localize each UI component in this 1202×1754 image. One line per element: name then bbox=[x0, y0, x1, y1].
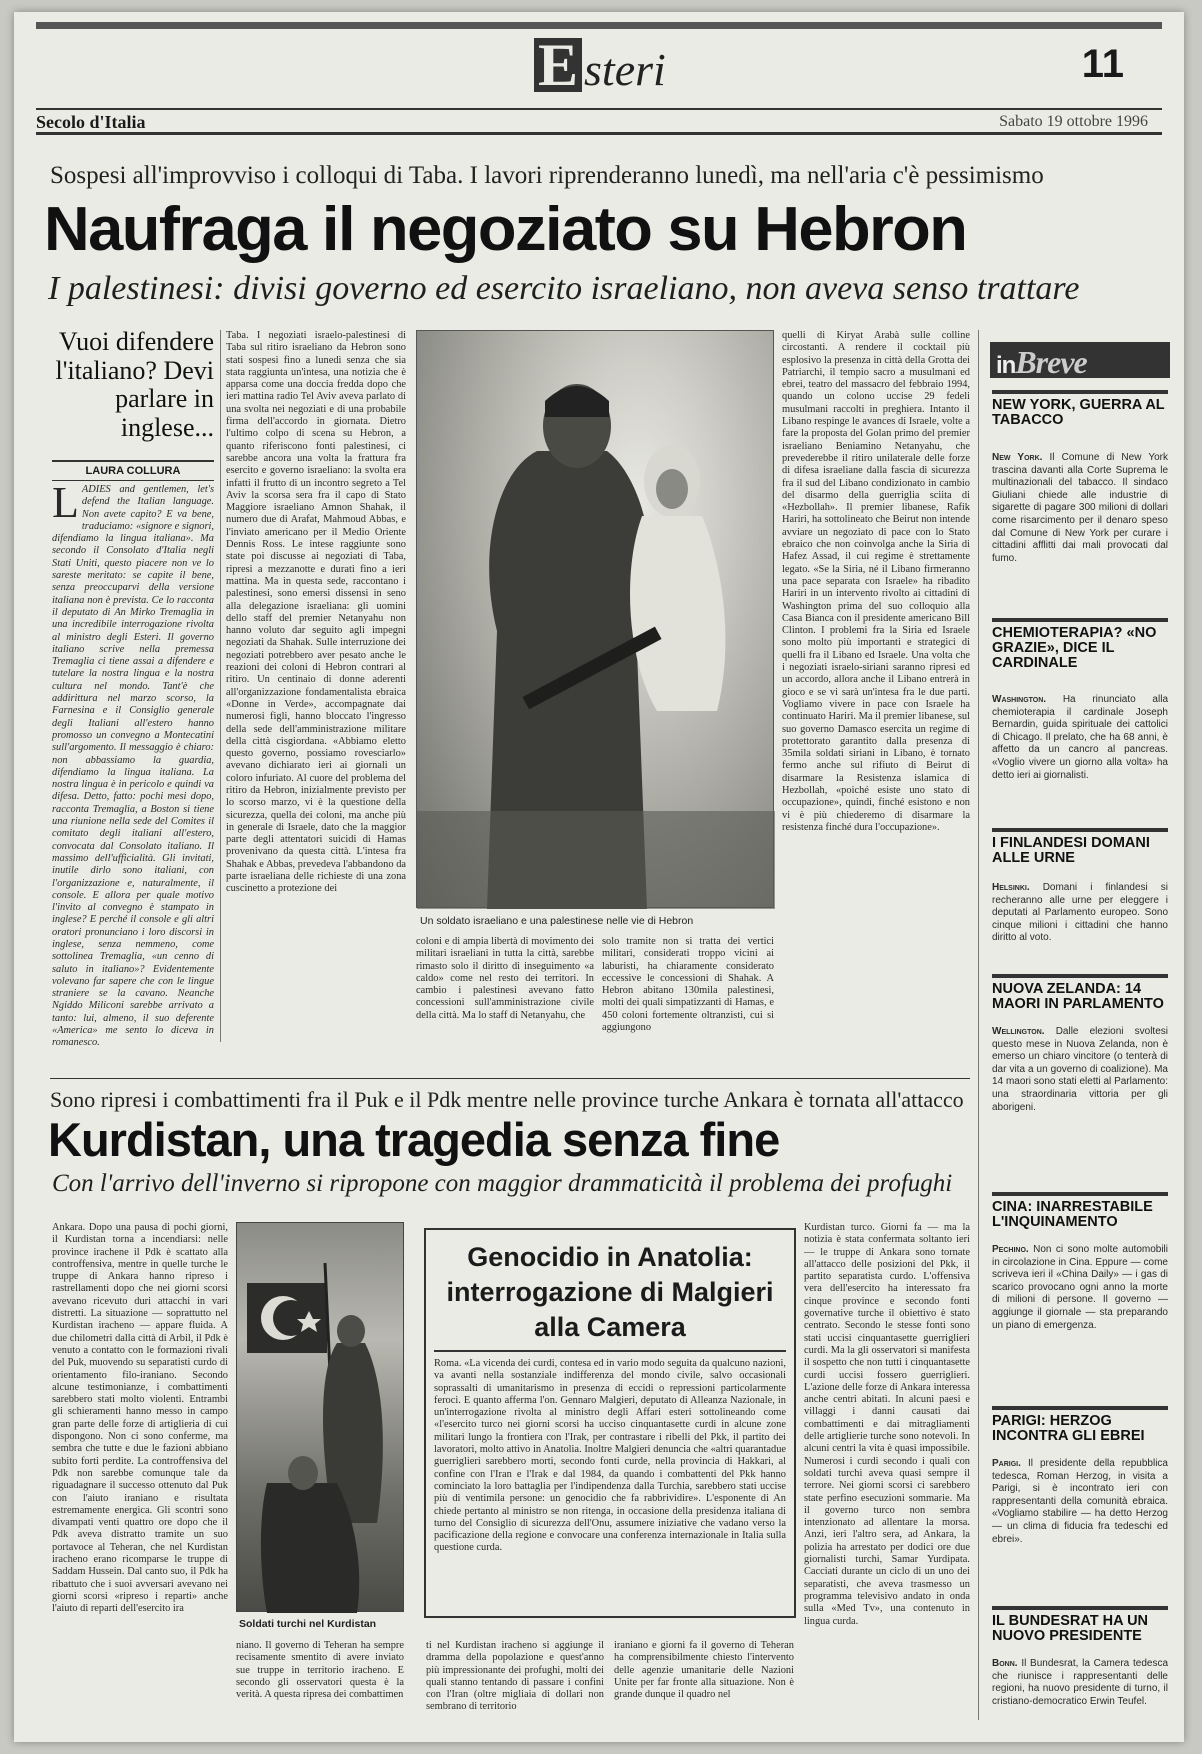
brief-title-0: NEW YORK, GUERRA AL TABACCO bbox=[992, 390, 1168, 428]
brief-place-2: Helsinki. bbox=[992, 882, 1030, 893]
story1-subhead: I palestinesi: divisi governo ed esercito israeliano, non aveva senso trattare bbox=[48, 270, 1080, 307]
brief-body-5 bbox=[992, 1458, 1168, 1600]
briefs-rule bbox=[978, 330, 979, 1720]
brief-text-2: Domani i finlandesi si recheranno alle urne per eleggere i deputati al Parlamento europeo. Sono cinque milioni i cittadini che hanno diritto al voto. bbox=[992, 882, 1168, 944]
photo-illustration bbox=[417, 331, 775, 909]
in-breve-label bbox=[990, 342, 1170, 378]
sidebar-dropcap: L bbox=[52, 478, 79, 527]
brief-text-5: Il presidente della repubblica tedesca, Roman Herzog, in visita a Parigi, si è incontrato ieri con rappresentanti della comunità ebraica. «Vogliamo stabilire — ha detto Herzog — un clima di fiducia fra tedeschi ed ebrei». bbox=[992, 1458, 1168, 1545]
story1-col2: coloni e di ampia libertà di movimento dei militari israeliani in tutta la città, sarebbe rimasto solo il diritto di inseguimento «a caldo» come nel resto dei territori. In cambio i palestinesi avevano fatto concessioni sull'amministrazione civile della città. Ma lo staff di Netanyahu, che bbox=[416, 936, 594, 1021]
paper-name: Secolo d'Italia bbox=[36, 112, 146, 132]
brief-title-1: CHEMIOTERAPIA? «NO GRAZIE», DICE IL CARDINALE bbox=[992, 618, 1168, 671]
brief-text-4: Non ci sono molte automobili in circolazione in Cina. Eppure — come scriveva ieri il «China Daily» — i gas di scarico provocano ogni anno la morte di milioni di persone. Il governo — aggiunge il giornale — sta preparando un piano di emergenza. bbox=[992, 1244, 1168, 1331]
brief-text-3: Dalle elezioni svoltesi questo mese in Nuova Zelanda, non è emerso un chiaro vincitore (o tenterà di dar vita a un governo di coalizione). Ma 14 maori sono stati eletti al Parlamento: una straordinaria vittoria per gli aborigeni. bbox=[992, 1026, 1168, 1113]
brief-body-6 bbox=[992, 1658, 1168, 1726]
story2-col1: Ankara. Dopo una pausa di pochi giorni, il Kurdistan torna a incendiarsi: nelle province irachene il Pdk è scattato alla controffensiva, mentre in quelle turche le truppe di Ankara hanno ripreso i rastrellamenti dopo che nei giorni scorsi avevano ricevuto duri attacchi in vari distretti. La situazione — soprattutto nel Kurdistan iracheno — appare fluida. A due chilometri dalla città di Arbil, il Pdk è venuto a contatto con le formazioni rivali del Puk, muovendo su separatisti curdo di orientamento filo-iraniano. Secondo alcune testimonianze, i combattimenti sarebbero stati molto violenti. Entrambi gli schieramenti hanno messo in campo gran parte delle forze di artiglieria di cui dispongono. Non ci sono conferme, ma sembra che tutte e due le fazioni abbiano subito forti perdite. La controffensiva del Pdk non sarebbe comunque tale da riguadagnare il successo ottenuto dal Puk con l'aiuto iraniano e risultata estremamente energica. Gli scontri sono divampati venti quattro ore dopo che il Pdk aveva distratto tramite un suo portavoce al Teheran, che nel Kurdistan iracheno erano ricomparse le truppe di Saddam Hussein. Dal canto suo, il Pdk ha ribattuto che i suoi avversari avevano nei giorni scorsi «ripreso i reparti» anche l'aiuto di reparti dell'esercito ira bbox=[52, 1222, 228, 1615]
paper-date: Sabato 19 ottobre 1996 bbox=[999, 113, 1148, 130]
section-initial: E bbox=[534, 38, 582, 92]
brief-body-1 bbox=[992, 694, 1168, 822]
newspaper-page bbox=[14, 12, 1184, 1742]
sidebar-body bbox=[52, 478, 214, 1049]
story2-col2: niano. Il governo di Teheran ha sempre recisamente smentito di avere inviato sue truppe in territorio iracheno. E secondo gli osservatori questa è la verità. A questa ripresa dei combattimen bbox=[236, 1640, 404, 1701]
in-breve-in: in bbox=[996, 352, 1016, 379]
story2-subhead: Con l'arrivo dell'inverno si ripropone con maggior drammaticità il problema dei profughi bbox=[52, 1170, 953, 1197]
page-number: 11 bbox=[1081, 42, 1124, 86]
brief-text-0: Il Comune di New York trascina davanti alla Corte Suprema le multinazionali del tabacco. Il sindaco Giuliani chiede alle industrie di sigarette di pagare 300 milioni di dollari come risarcimento per il denaro speso dal Comune di New York per curare i cittadini afflitti dai mali provocati dal fumo. bbox=[992, 452, 1168, 564]
kurdistan-photo-caption: Soldati turchi nel Kurdistan bbox=[239, 1618, 377, 1630]
box-title: Genocidio in Anatolia: interrogazione di Malgieri alla Camera bbox=[446, 1242, 774, 1342]
story-divider bbox=[50, 1078, 970, 1079]
brief-body-0 bbox=[992, 452, 1168, 594]
sidebar-text: ADIES and gentlemen, let's defend the Italian language. Non avete capito? E va bene, traduciamo: «signore e signori, difendiamo la lingua italiana». Ma secondo il Consolato d'Italia negli Stati Uniti, questo piacere non ve lo sareste meritato: se capite il bene, senza preoccuparvi della versione italiana non è prevista. Ce lo racconta il deputato di An Mirko Tremaglia in una incredibile interrogazione rivolta al ministro degli Esteri. Il governo italiano scrive nella premessa Tremaglia ci tiene assai a difendere e tutelare la nostra lingua e la nostra cultura nel mondo. Tant'è che addirittura nel marzo scorso, la Farnesina e il Consiglio generale degli Italiani all'estero hanno promosso un convegno a Montecatini sull'argomento. Il messaggio è chiaro: non abbassiamo la guardia, difendiamo la lingua italiana. La nostra lingua è in pericolo e quindi va difesa. Detto, fatto: pochi mesi dopo, racconta Tremaglia, a Boston si tiene una riunione nella sede del Comites il comitato degli italiani all'estero, convocata dal Consolato italiano. Il massimo dell'ufficialità. Gli invitati, inutile dirlo sono italiani, con l'organizzazione e, naturalmente, il console. E allora per quale motivo l'invito al convegno è stampato in inglese? E perché il console e gli altri oratori pronunciano i loro discorsi in inglese, senza nemmeno, come sottolinea Tremaglia, «un cenno di saluto in italiano»? Evidentemente volevano far sapere che con le lingue straniere se la cavano. Neanche Ngiddo Miliconi sarebbe arrivato a tanto: lui, almeno, il suo deferente «America» me sento lo diceva in romanesco. bbox=[52, 484, 214, 1049]
brief-place-3: Wellington. bbox=[992, 1026, 1045, 1037]
brief-title-5: PARIGI: HERZOG INCONTRA GLI EBREI bbox=[992, 1406, 1168, 1444]
brief-text-6: Il Bundesrat, la Camera tedesca che riunisce i rappresentanti delle regioni, ha nuovo presidente di turno, il cristiano-democratico Erwin Teufel. bbox=[992, 1658, 1169, 1707]
masthead-rule bbox=[36, 108, 1162, 110]
story1-headline: Naufraga il negoziato su Hebron bbox=[44, 195, 967, 264]
hebron-photo bbox=[416, 330, 774, 908]
top-rule bbox=[36, 22, 1162, 29]
brief-title-3: NUOVA ZELANDA: 14 MAORI IN PARLAMENTO bbox=[992, 974, 1168, 1012]
sidebar-byline: LAURA COLLURA bbox=[52, 460, 214, 481]
in-breve-breve: Breve bbox=[1015, 344, 1087, 380]
story2-col5: Kurdistan turco. Giorni fa — ma la notizia è stata confermata soltanto ieri — le truppe di Ankara sono tornate all'attacco delle posizioni del Pkk, il partito separatista curdo. L'offensiva vera dell'esercito ha interessato fra cinque province e secondo fonti governative turche il obiettivo è stato centrato. Secondo le stesse fonti sono stati uccisi cinquantasette guerriglieri curdi. Ma la gli osservatori si manifesta il sospetto che non tutti i cinquantasette curdi uccisi fossero guerriglieri. L'azione delle forze di Ankara interessa anche centri abitati. In alcuni paesi e villaggi i danni causati dai combattimenti e dai mitragliamenti delle artiglierie turche sono notevoli. In alcuni centri la vita è quasi impossibile. Numerosi i curdi secondo i quali con soldati turchi aveva quasi sempre il terrore. Nei giorni scorsi ci sarebbero state perfino esecuzioni sommarie. Ma il governo turco non sembra intenzionato ad allentare la morsa. Anzi, ieri l'altro sera, ad Ankara, la polizia ha arrestato per dodici ore due giornalisti turchi, Samar Yurdipata. Cacciati durante un ciclo di un uno dei separatisti, che aveva trasmesso un programma televisivo andato in onda sulla «Med Tv», una contenuto in lingua curda. bbox=[804, 1222, 970, 1627]
brief-title-2: I FINLANDESI DOMANI ALLE URNE bbox=[992, 828, 1168, 866]
brief-title-4: CINA: INARRESTABILE L'INQUINAMENTO bbox=[992, 1192, 1168, 1230]
brief-place-5: Parigi. bbox=[992, 1458, 1021, 1469]
masthead-rule-bottom bbox=[36, 132, 1162, 135]
brief-place-4: Pechino. bbox=[992, 1244, 1029, 1255]
brief-place-0: New York. bbox=[992, 452, 1043, 463]
story1-kicker: Sospesi all'improvviso i colloqui di Taba. I lavori riprenderanno lunedì, ma nell'aria c'è pessimismo bbox=[50, 162, 1044, 189]
hebron-photo-caption: Un soldato israeliano e una palestinese nelle vie di Hebron bbox=[420, 915, 694, 927]
story2-col3: ti nel Kurdistan iracheno si aggiunge il dramma della popolazione e quest'anno più impressionante dei profughi, molti dei quali stanno tentando di passare i confini con l'Iran (oltre migliaia di dollari non sembrano di territorio bbox=[426, 1640, 604, 1713]
story2-kicker: Sono ripresi i combattimenti fra il Puk e il Pdk mentre nelle province turche Ankara è tornata all'attacco bbox=[50, 1087, 964, 1112]
story1-col3: solo tramite non si tratta dei vertici militari, considerati troppo vicini ai laburisti, ha chiaramente considerato eccessive le concessioni di Shahak. A Hebron abitano 130mila palestinesi, molti dei quali simpatizzanti di Hamas, e 450 coloni fortemente oltranzisti, cui si aggiungono bbox=[602, 936, 774, 1034]
story1-col4: quelli di Kiryat Arabà sulle colline circostanti. A rendere il cocktail più esplosivo la presenza in città della Grotta dei Patriarchi, il tempio sacro a musulmani ed ebrei, teatro del massacro del febbraio 1994, quando un colono uccise 29 fedeli musulmani raccolti in preghiera. Intanto il Libano respinge le avances di Israele, volte a fare la proposta del Golan primo del premier israeliano Beniamino Netanyahu, che prevederebbe il ritiro unilaterale delle forze di difesa israeliane dalla fascia di sicurezza fra il sud del Libano condizionato in cambio del disarmo della guerriglia sciita di «Hezbollah». Il premier libanese, Rafik Hariri, ha sottolineato che Beirut non intende avviare un negoziato di pace con lo Stato ebraico che non coinvolga anche la Siria di Hafez Assad, il cui regime è strettamente legato. «Se la Siria, né il Libano firmeranno una pace separata con Israele» ha ribadito Hariri in un intervento rivolto ai cittadini di Washington prima del suo colloquio alla Casa Bianca con il presidente americano Bill Clinton. I problemi fra la Siria ed Israele sono molto più importanti e strategici di quelli fra il Libano ed Israele. Una volta che i negoziati israelo-siriani saranno ripresi ed un accordo, allora anche il Libano entrerà in gioco e se vi sarà un'intesa fra le due parti. Vogliamo vivere in pace con Israele ha continuato Hariri. Ma il premier libanese, sul suo governo Damasco esercita un regime di protettorato garantito dalla presenza di 35mila soldati siriani in Libano, è tornato fermo anche sul rifiuto di Beirut di disarmare la Resistenza islamica di Hezbollah, «poiché esiste uno stato di occupazione», quindi, finché esistono e non vi è più chiederemo di disarmare la resistenza finché dura l'occupazione». bbox=[782, 330, 970, 833]
box-rule bbox=[434, 1350, 786, 1352]
story2-col4: iraniano e giorni fa il governo di Teheran ha comprensibilmente chiesto l'intervento delle agenzie umanitarie delle Nazioni Unite per far fronte alla situazione. Non è grande dunque il quadro nel bbox=[614, 1640, 794, 1701]
brief-text-1: Ha rinunciato alla chemioterapia il cardinale Joseph Bernardin, guida spirituale dei cattolici di Chicago. Il prelato, che ha 68 anni, è affetto da un cancro al pancreas. «Voglio vivere un giorno alla volta» ha detto ieri ai giornalisti. bbox=[992, 694, 1168, 781]
sidebar-title: Vuoi difendere l'italiano? Devi parlare in inglese... bbox=[55, 327, 214, 442]
brief-body-2 bbox=[992, 882, 1168, 970]
column-rule bbox=[220, 330, 221, 1042]
brief-body-3 bbox=[992, 1026, 1168, 1188]
brief-title-6: IL BUNDESRAT HA UN NUOVO PRESIDENTE bbox=[992, 1606, 1168, 1644]
story1-col1: Taba. I negoziati israelo-palestinesi di Taba sul ritiro israeliano da Hebron sono stati sospesi fino a lunedì senza che sia stata raggiunta un'intesa, una notizia che è apparsa come una doccia fredda dopo che ieri mattina radio Tel Aviv aveva parlato di una svolta nei negoziati e di una probabile firma dell'accordo in giornata. Dietro l'ultimo colpo di scena su Hebron, a quanto riferiscono fonti palestinesi, ci sarebbe ancora una volta la frattura fra esercito e governo israeliano: la svolta era infatti il frutto di un incontro segreto a Tel Aviv la scorsa sera fra il capo di Stato Maggiore israeliano Amnon Shahak, il numero due di Arafat, Mahmoud Abbas, e l'inviato americano per il Medio Oriente Dennis Ross. Le intese raggiunte sono state poi discusse ai negoziati di Taba, ripresi a mezzanotte e durati fino a ieri mattina. Ma in questa sede, raccontano i palestinesi, sono emersi dissensi in seno alla delegazione israeliana: gli uomini dello staff del premier Netanyahu non hanno voluto dar seguito agli impegni negoziati da Shahak. Sulle interruzione dei negoziati potrebbero aver pesato anche le reazioni dei coloni di Hebron contrari al ritiro. Un centinaio di donne aderenti all'organizzazione fondamentalista ebraica «Donne in Verde», accompagnate dai numerosi figli, hanno bloccato l'ingresso della sede dell'amministrazione militare della città cisgiordana. «Abbiamo eletto questo governo, possiamo rovesciarlo» avevano dichiarato ieri ai giornali un coloro infuriato. Al cuore del problema del ritiro da Hebron, inizialmente previsto per lo scorso marzo, vi è la questione della sicurezza, quella dei coloni, ma anche più in generale di Israele, dato che la maggior parte degli attentatori suicidi di Hamas provenivano da questa città. L'intesa fra Shahak e Abbas, prevedeva l'abbandono da parte israeliana delle richieste di una zona cuscinetto a protezione dei bbox=[226, 330, 406, 895]
story2-headline: Kurdistan, una tragedia senza fine bbox=[48, 1113, 780, 1166]
kurdistan-photo bbox=[236, 1222, 404, 1612]
brief-place-1: Washington. bbox=[992, 694, 1047, 705]
section-title bbox=[534, 32, 666, 98]
brief-place-6: Bonn. bbox=[992, 1658, 1018, 1669]
box-body: Roma. «La vicenda dei curdi, contesa ed in vario modo seguita da qualcuno nazioni, va avanti nella sostanziale indifferenza del mondo civile, salvo occasionali soprassalti di umanitarismo in presenza di eccidi o repressioni particolarmente feroci. E quanto afferma l'on. Gennaro Malgieri, deputato di Alleanza Nazionale, in un'interrogazione rivolta al ministro degli Affari esteri sottolineando come «l'esercito turco nei giorni scorsi ha ucciso cinquantasette curdi in alcune zone militari lungo la frontiera con l'Irak, per contrastare i ribelli del Pkk, il partito dei lavoratori, molto attivo in Anatolia. Inoltre Malgieri denuncia che «altri quarantadue guerriglieri sarebbero morti, secondo fonti curde, nella provincia di Hakkari, al confine con l'Iran e l'Irak e dal 1984, da quando i combattenti del Pkk hanno cominciato la loro battaglia per l'indipendenza dalla Turchia, sarebbero stati uccise più di ventimila persone: un genocidio che fa rabbrividire». L'esponente di An chiede pertanto al ministro se non ritenga, in occasione della presidenza italiana di turno del Consiglio di sicurezza dell'Onu, assumere iniziative che vadano verso la pacificazione della regione e convocare una conferenza internazionale in Italia sulla questione curda. bbox=[434, 1358, 786, 1554]
brief-body-4 bbox=[992, 1244, 1168, 1396]
photo2-illustration bbox=[237, 1223, 405, 1613]
section-name: steri bbox=[584, 44, 666, 95]
